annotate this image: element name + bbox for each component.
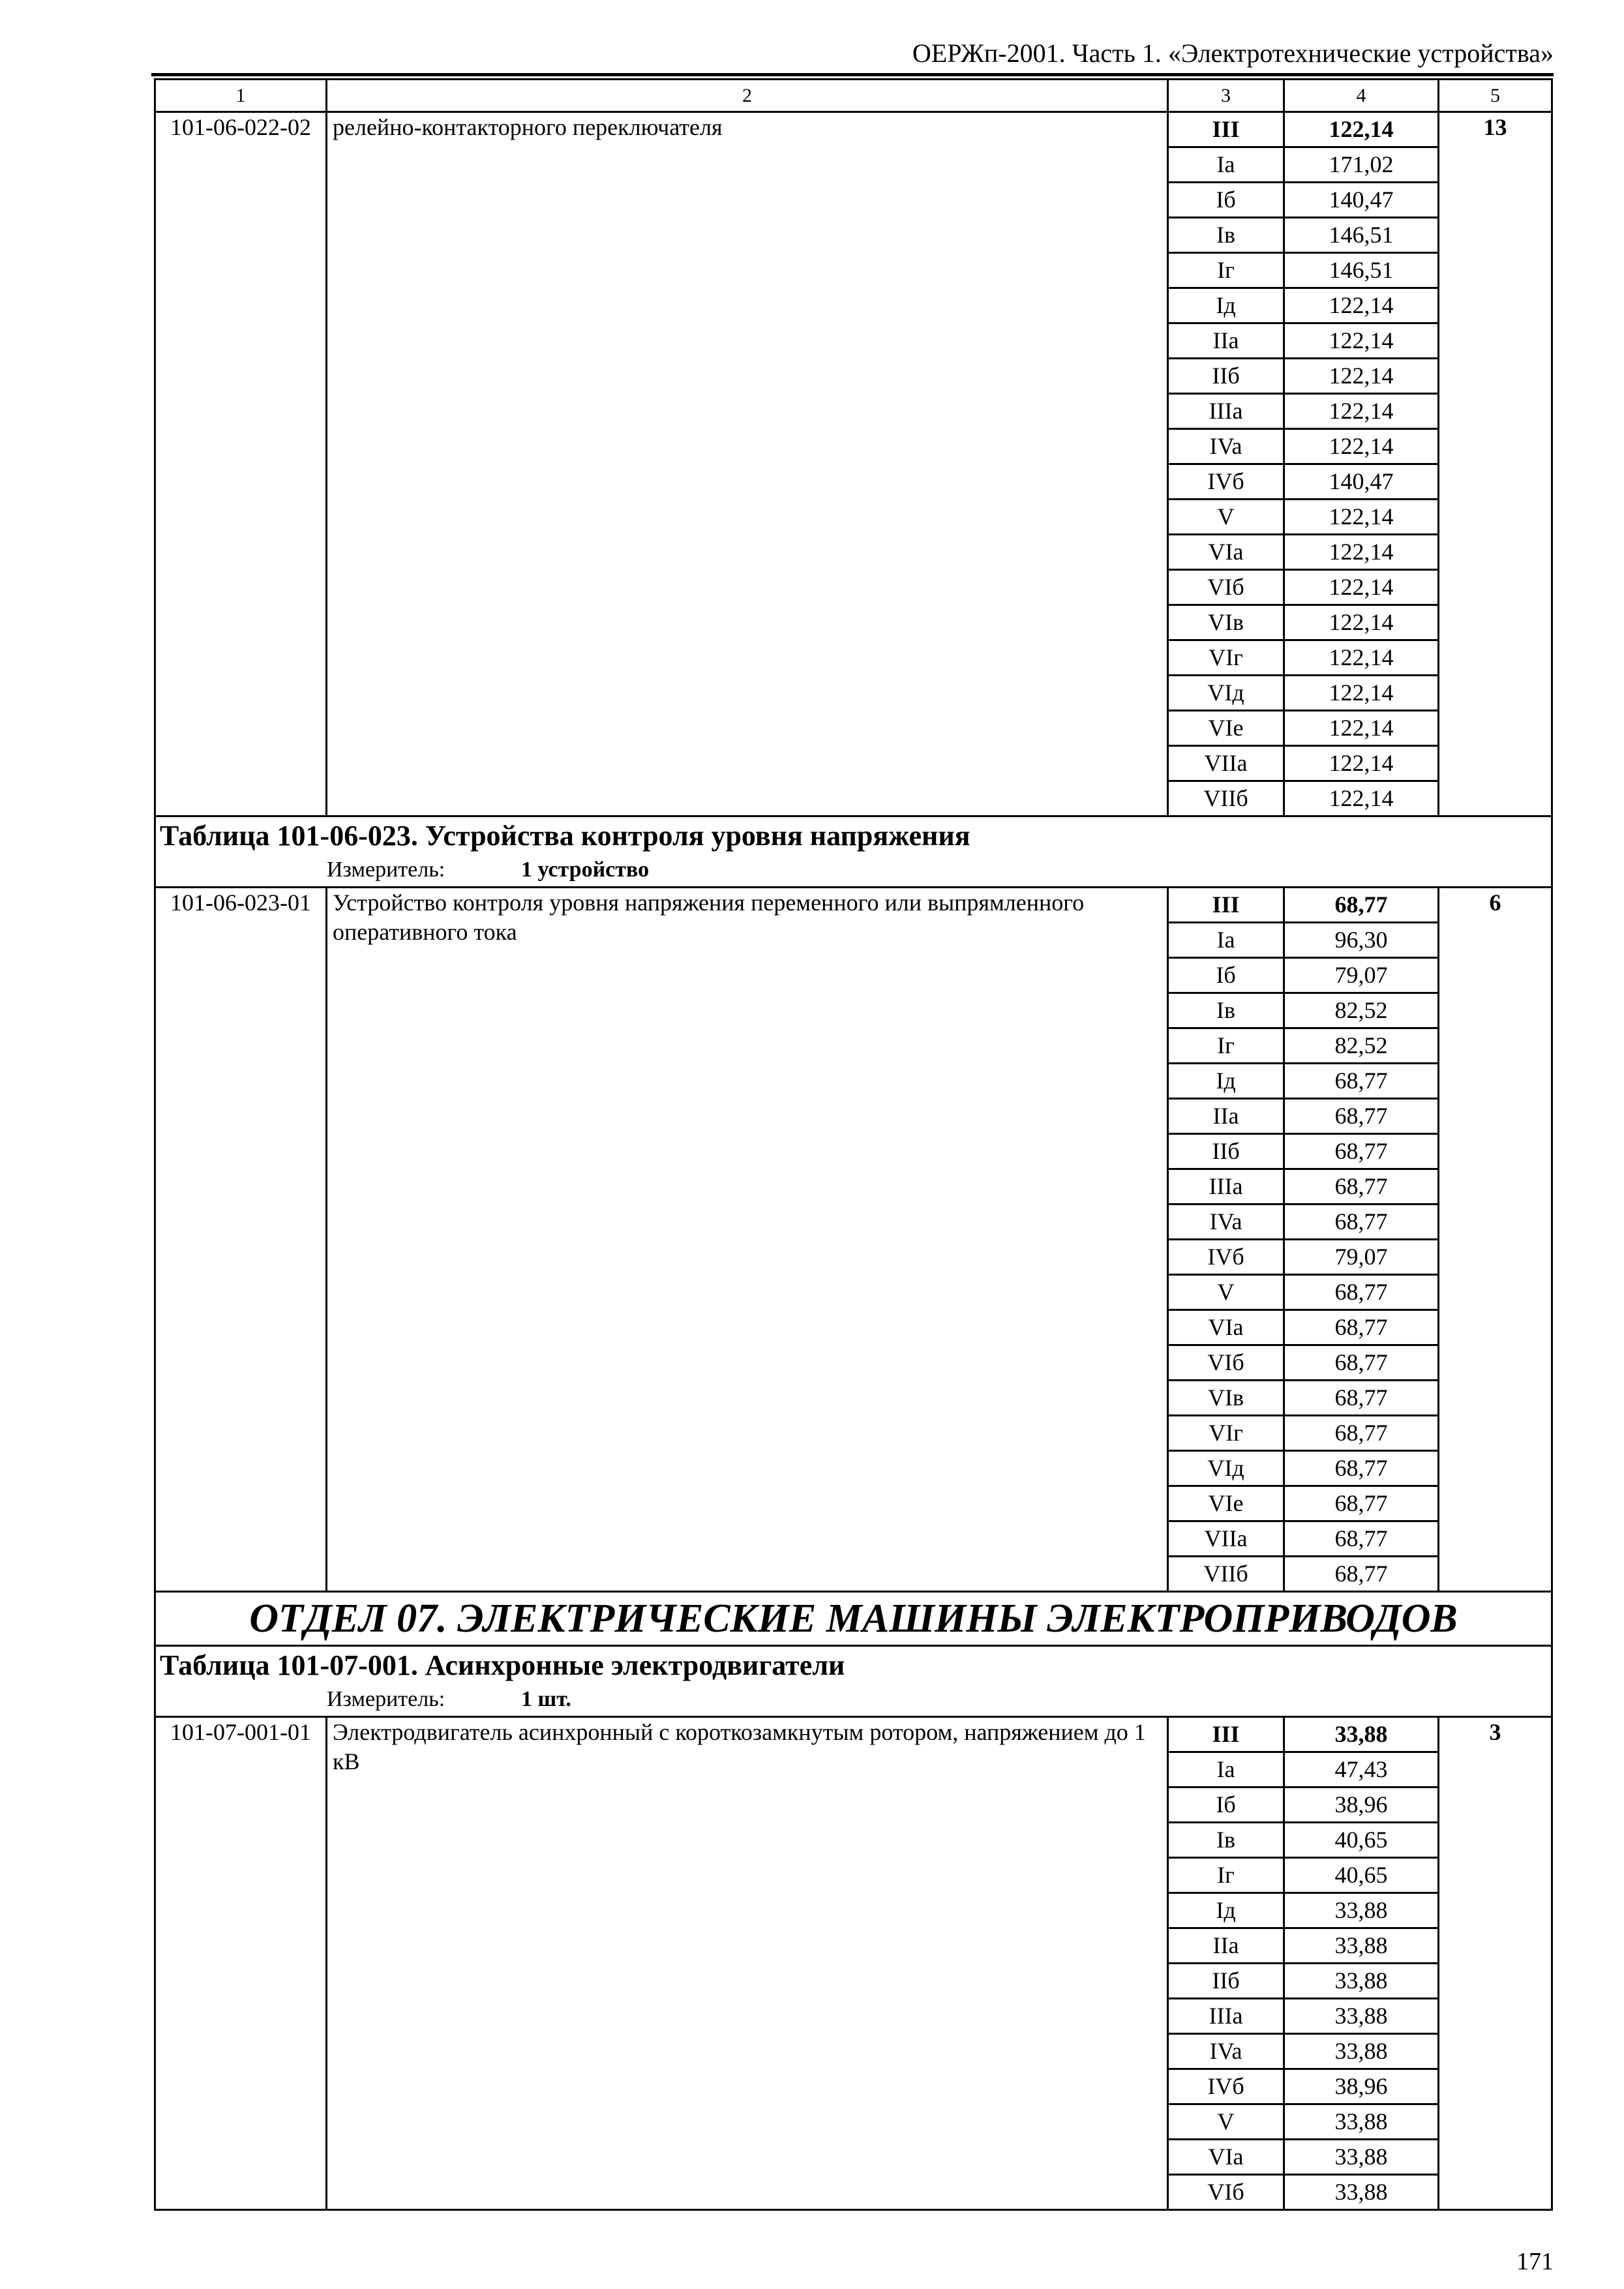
zone-price: 79,07 <box>1284 1240 1439 1275</box>
zone-price: 122,14 <box>1284 323 1439 359</box>
zone-code: IIIa <box>1168 1999 1284 2034</box>
zone-code: VIб <box>1168 1345 1284 1381</box>
zone-code: VIб <box>1168 570 1284 605</box>
zone-price: 122,14 <box>1284 429 1439 464</box>
zone-price: 40,65 <box>1284 1823 1439 1858</box>
zone-code: Iд <box>1168 288 1284 323</box>
zone-price: 33,88 <box>1284 1717 1439 1752</box>
column-number: 5 <box>1439 80 1552 112</box>
column-number: 4 <box>1284 80 1439 112</box>
column-number: 2 <box>327 80 1168 112</box>
zone-price: 33,88 <box>1284 1964 1439 1999</box>
column-number-row <box>155 80 1552 112</box>
zone-code: VIIa <box>1168 1521 1284 1557</box>
table-title-row <box>155 1646 1552 1685</box>
zone-row <box>155 1717 1552 1752</box>
zone-code: IVб <box>1168 1240 1284 1275</box>
zone-price: 38,96 <box>1284 2069 1439 2104</box>
zone-price: 122,14 <box>1284 676 1439 711</box>
table-title-row <box>155 816 1552 856</box>
zone-code: Iб <box>1168 1788 1284 1823</box>
header-rule <box>151 73 1554 76</box>
zone-code: V <box>1168 2104 1284 2140</box>
zone-price: 68,77 <box>1284 1557 1439 1592</box>
measure-cell <box>155 1684 1552 1717</box>
zone-code: VIв <box>1168 1381 1284 1416</box>
zone-price: 122,14 <box>1284 535 1439 570</box>
zone-code: V <box>1168 1275 1284 1310</box>
zone-price: 68,77 <box>1284 888 1439 923</box>
zone-price: 122,14 <box>1284 500 1439 535</box>
zone-code: VIa <box>1168 535 1284 570</box>
zone-price: 122,14 <box>1284 605 1439 640</box>
table-title: Таблица 101-07-001. Асинхронные электродвигатели <box>155 1646 1552 1685</box>
zone-code: IIIa <box>1168 1169 1284 1204</box>
rates-table <box>154 78 1553 2211</box>
zone-price: 33,88 <box>1284 1893 1439 1928</box>
zone-price: 122,14 <box>1284 570 1439 605</box>
zone-code: IIa <box>1168 1099 1284 1134</box>
zone-code: IVa <box>1168 429 1284 464</box>
measure-line <box>156 855 1551 885</box>
measure-label: Измеритель: <box>327 858 445 882</box>
zone-code: Ia <box>1168 1752 1284 1788</box>
page-number: 171 <box>1516 2248 1554 2275</box>
section-row <box>155 1592 1552 1646</box>
zone-code: IIa <box>1168 323 1284 359</box>
item-col5-value: 13 <box>1439 112 1552 816</box>
measure-row <box>155 855 1552 888</box>
zone-code: Iб <box>1168 183 1284 218</box>
zone-price: 68,77 <box>1284 1310 1439 1345</box>
column-number: 3 <box>1168 80 1284 112</box>
zone-code: Iд <box>1168 1893 1284 1928</box>
zone-code: IIa <box>1168 1928 1284 1964</box>
measure-cell <box>155 855 1552 888</box>
zone-code: VIa <box>1168 2140 1284 2175</box>
measure-line <box>156 1684 1551 1714</box>
item-code: 101-07-001-01 <box>155 1717 327 2210</box>
zone-code: III <box>1168 888 1284 923</box>
measure-label: Измеритель: <box>327 1687 445 1711</box>
measure-row <box>155 1684 1552 1717</box>
zone-price: 122,14 <box>1284 288 1439 323</box>
zone-price: 122,14 <box>1284 746 1439 781</box>
zone-code: Iв <box>1168 218 1284 253</box>
zone-price: 146,51 <box>1284 218 1439 253</box>
zone-code: Iг <box>1168 1858 1284 1893</box>
zone-price: 40,65 <box>1284 1858 1439 1893</box>
zone-code: IIIa <box>1168 394 1284 429</box>
zone-price: 122,14 <box>1284 781 1439 816</box>
zone-code: VIa <box>1168 1310 1284 1345</box>
zone-code: VIд <box>1168 676 1284 711</box>
zone-price: 68,77 <box>1284 1064 1439 1099</box>
section-title: ОТДЕЛ 07. ЭЛЕКТРИЧЕСКИЕ МАШИНЫ ЭЛЕКТРОПРИВОДОВ <box>155 1592 1552 1646</box>
zone-code: Iг <box>1168 1028 1284 1064</box>
running-header: ОЕРЖп-2001. Часть 1. «Электротехнические устройства» <box>912 38 1554 68</box>
item-code: 101-06-022-02 <box>155 112 327 816</box>
item-description: Устройство контроля уровня напряжения переменного или выпрямленного оперативного тока <box>327 888 1168 1592</box>
zone-code: IVa <box>1168 2034 1284 2069</box>
zone-price: 96,30 <box>1284 923 1439 958</box>
zone-price: 68,77 <box>1284 1134 1439 1169</box>
zone-price: 122,14 <box>1284 394 1439 429</box>
zone-row <box>155 888 1552 923</box>
zone-price: 140,47 <box>1284 183 1439 218</box>
item-col5-value: 3 <box>1439 1717 1552 2210</box>
rates-table-body <box>155 80 1552 2210</box>
zone-code: VIг <box>1168 1416 1284 1451</box>
zone-code: Iг <box>1168 253 1284 288</box>
zone-code: VIIa <box>1168 746 1284 781</box>
zone-code: V <box>1168 500 1284 535</box>
column-number: 1 <box>155 80 327 112</box>
zone-price: 122,14 <box>1284 711 1439 746</box>
zone-price: 33,88 <box>1284 2175 1439 2210</box>
zone-code: Iд <box>1168 1064 1284 1099</box>
zone-code: IVб <box>1168 464 1284 500</box>
item-description: Электродвигатель асинхронный с короткозамкнутым ротором, напряжением до 1 кВ <box>327 1717 1168 2210</box>
zone-code: Ia <box>1168 147 1284 183</box>
zone-code: Iб <box>1168 958 1284 993</box>
zone-code: Iв <box>1168 1823 1284 1858</box>
zone-code: VIд <box>1168 1451 1284 1486</box>
table-title: Таблица 101-06-023. Устройства контроля уровня напряжения <box>155 816 1552 856</box>
zone-price: 33,88 <box>1284 1999 1439 2034</box>
zone-price: 33,88 <box>1284 2104 1439 2140</box>
zone-price: 68,77 <box>1284 1416 1439 1451</box>
zone-code: IIб <box>1168 359 1284 394</box>
zone-price: 68,77 <box>1284 1345 1439 1381</box>
zone-price: 47,43 <box>1284 1752 1439 1788</box>
zone-code: IVa <box>1168 1204 1284 1240</box>
zone-price: 82,52 <box>1284 1028 1439 1064</box>
zone-price: 122,14 <box>1284 359 1439 394</box>
zone-code: VIe <box>1168 711 1284 746</box>
zone-price: 38,96 <box>1284 1788 1439 1823</box>
zone-price: 122,14 <box>1284 640 1439 676</box>
zone-price: 79,07 <box>1284 958 1439 993</box>
zone-code: IVб <box>1168 2069 1284 2104</box>
zone-price: 68,77 <box>1284 1381 1439 1416</box>
zone-code: IIб <box>1168 1964 1284 1999</box>
zone-price: 82,52 <box>1284 993 1439 1028</box>
zone-price: 171,02 <box>1284 147 1439 183</box>
zone-price: 140,47 <box>1284 464 1439 500</box>
zone-price: 33,88 <box>1284 1928 1439 1964</box>
zone-code: VIб <box>1168 2175 1284 2210</box>
measure-value: 1 шт. <box>521 1687 571 1711</box>
item-col5-value: 6 <box>1439 888 1552 1592</box>
zone-code: VIIб <box>1168 781 1284 816</box>
zone-price: 68,77 <box>1284 1204 1439 1240</box>
zone-price: 68,77 <box>1284 1169 1439 1204</box>
zone-code: Ia <box>1168 923 1284 958</box>
zone-price: 33,88 <box>1284 2034 1439 2069</box>
zone-price: 68,77 <box>1284 1521 1439 1557</box>
zone-price: 68,77 <box>1284 1451 1439 1486</box>
zone-price: 146,51 <box>1284 253 1439 288</box>
zone-price: 122,14 <box>1284 112 1439 147</box>
zone-price: 68,77 <box>1284 1486 1439 1521</box>
zone-code: Iв <box>1168 993 1284 1028</box>
zone-code: III <box>1168 112 1284 147</box>
item-code: 101-06-023-01 <box>155 888 327 1592</box>
zone-code: VIг <box>1168 640 1284 676</box>
zone-code: III <box>1168 1717 1284 1752</box>
zone-price: 68,77 <box>1284 1275 1439 1310</box>
zone-code: VIIб <box>1168 1557 1284 1592</box>
zone-row <box>155 112 1552 147</box>
zone-price: 33,88 <box>1284 2140 1439 2175</box>
zone-code: VIe <box>1168 1486 1284 1521</box>
zone-code: IIб <box>1168 1134 1284 1169</box>
zone-code: VIв <box>1168 605 1284 640</box>
measure-value: 1 устройство <box>521 858 650 882</box>
zone-price: 68,77 <box>1284 1099 1439 1134</box>
item-description: релейно-контакторного переключателя <box>327 112 1168 816</box>
